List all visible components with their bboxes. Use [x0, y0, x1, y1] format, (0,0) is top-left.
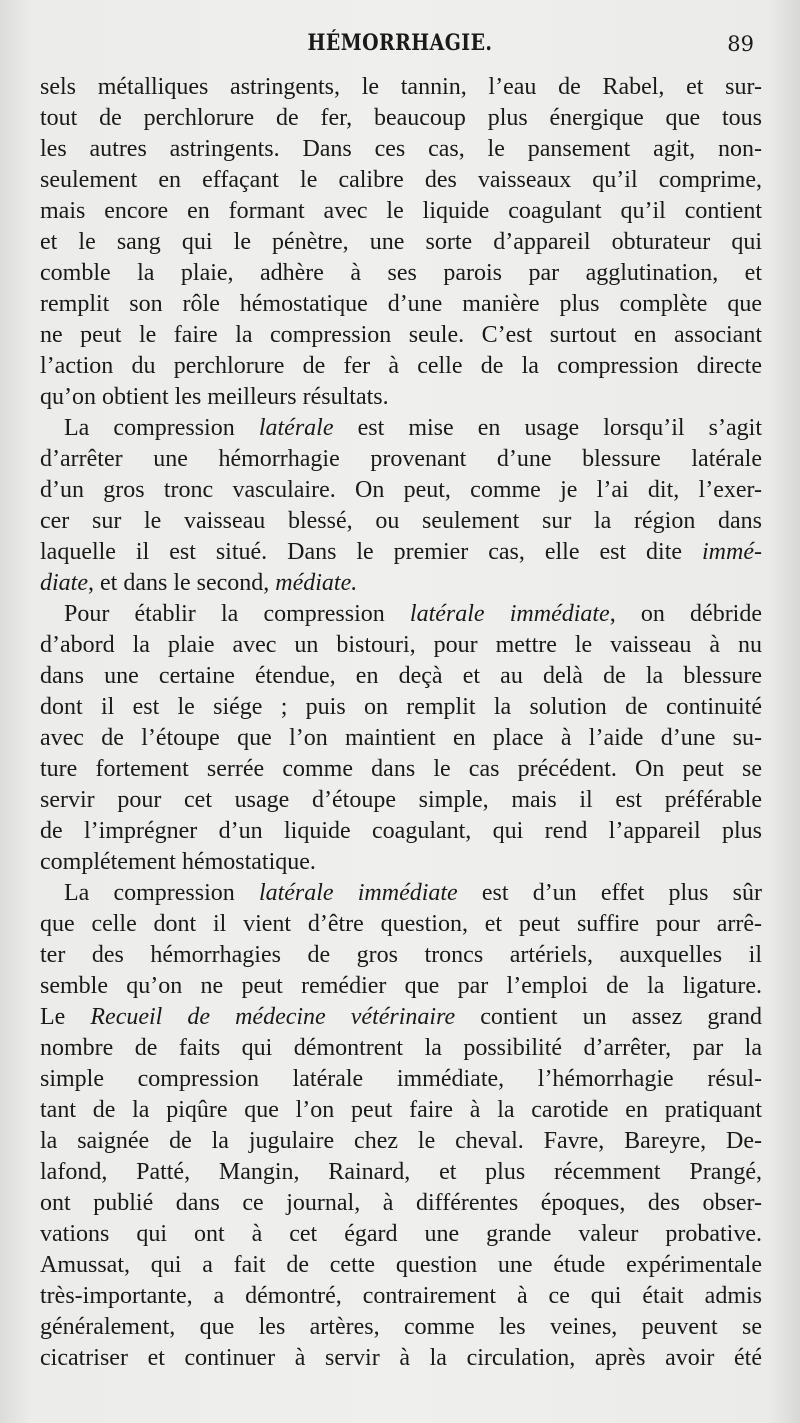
text-line [40, 1281, 762, 1312]
text-segment: ter des hémorrhagies de gros troncs artériels, auxquelles il [40, 942, 762, 968]
text-segment: comble la plaie, adhère à ses parois par agglutination, et [40, 260, 762, 286]
text-line [40, 816, 762, 847]
text-line [40, 1033, 762, 1064]
text-segment: est mise en usage lorsqu’il s’agit [333, 415, 763, 441]
text-line [40, 537, 762, 568]
text-segment: et le sang qui le pénètre, une sorte d’appareil obturateur qui [40, 229, 762, 255]
text-segment: servir pour cet usage d’étoupe simple, mais il est préférable [40, 787, 762, 813]
text-segment: d’arrêter une hémorrhagie provenant d’une blessure latérale [40, 446, 762, 472]
text-segment: est d’un effet plus sûr [457, 880, 763, 906]
text-line [40, 258, 762, 289]
text-line [40, 1343, 762, 1374]
italic-text: médiate. [275, 570, 358, 596]
text-segment: lafond, Patté, Mangin, Rainard, et plus récemment Prangé, [40, 1159, 762, 1185]
text-line [40, 382, 762, 413]
text-line [40, 1064, 762, 1095]
text-segment: La compression [64, 415, 259, 441]
text-segment: Le [40, 1004, 91, 1030]
text-line [40, 754, 762, 785]
text-line [40, 1157, 762, 1188]
text-segment: d’abord la plaie avec un bistouri, pour mettre le vaisseau à nu [40, 632, 762, 658]
text-segment: ne peut le faire la compression seule. C’est surtout en associant [40, 322, 762, 348]
text-segment: cer sur le vaisseau blessé, ou seulement sur la région dans [40, 508, 762, 534]
text-line [40, 785, 762, 816]
text-line [40, 723, 762, 754]
text-line [40, 1095, 762, 1126]
text-line [40, 1312, 762, 1343]
text-segment: avec de l’étoupe que l’on maintient en place à l’aide d’une su- [40, 725, 762, 751]
text-segment: très-importante, a démontré, contrairement à ce qui était admis [40, 1283, 762, 1309]
text-segment: ture fortement serrée comme dans le cas précédent. On peut se [40, 756, 762, 782]
italic-text: latérale [258, 415, 334, 441]
text-segment: l’action du perchlorure de fer à celle de la compression directe [40, 353, 762, 379]
text-segment: dans une certaine étendue, en deçà et au delà de la blessure [40, 663, 762, 689]
text-segment: nombre de faits qui démontrent la possibilité d’arrêter, par la [40, 1035, 762, 1061]
text-line [40, 568, 762, 599]
text-line [40, 1250, 762, 1281]
text-line [40, 630, 762, 661]
text-line [40, 103, 762, 134]
text-line [40, 413, 762, 444]
page-title: HÉMORRHAGIE. [307, 30, 493, 56]
text-line [40, 506, 762, 537]
italic-text: latérale immédiate [258, 880, 458, 906]
text-segment: , on débride [609, 601, 763, 627]
text-line [40, 351, 762, 382]
text-segment: dont il est le siége ; puis on remplit la solution de continuité [40, 694, 762, 720]
text-segment: La compression [64, 880, 259, 906]
page-number: 89 [727, 32, 754, 56]
text-segment: de l’imprégner d’un liquide coagulant, qui rend l’appareil plus [40, 818, 762, 844]
text-line [40, 134, 762, 165]
text-segment: sels métalliques astringents, le tannin, l’eau de Rabel, et sur- [40, 74, 762, 100]
text-line [40, 165, 762, 196]
text-segment: Amussat, qui a fait de cette question une étude expérimentale [40, 1252, 762, 1278]
text-segment: laquelle il est situé. Dans le premier cas, elle est dite [40, 539, 703, 565]
italic-text: immé- [702, 539, 762, 565]
text-line [40, 909, 762, 940]
text-segment: qu’on obtient les meilleurs résultats. [40, 384, 389, 410]
text-line [40, 599, 762, 630]
text-segment: les autres astringents. Dans ces cas, le pansement agit, non- [40, 136, 762, 162]
text-line [40, 475, 762, 506]
italic-text: diate [40, 570, 88, 596]
text-segment: cicatriser et continuer à servir à la circulation, après avoir été [40, 1345, 762, 1371]
text-line [40, 1188, 762, 1219]
text-segment: contient un assez grand [455, 1004, 762, 1030]
text-segment: seulement en effaçant le calibre des vaisseaux qu’il comprime, [40, 167, 762, 193]
text-segment: simple compression latérale immédiate, l’hémorrhagie résul- [40, 1066, 762, 1092]
text-segment: Pour établir la compression [64, 601, 410, 627]
text-segment: mais encore en formant avec le liquide coagulant qu’il contient [40, 198, 762, 224]
text-line [40, 289, 762, 320]
text-segment: généralement, que les artères, comme les veines, peuvent se [40, 1314, 762, 1340]
text-segment: semble qu’on ne peut remédier que par l’emploi de la ligature. [40, 973, 762, 999]
text-segment: tant de la piqûre que l’on peut faire à la carotide en pratiquant [40, 1097, 762, 1123]
text-segment: la saignée de la jugulaire chez le cheval. Favre, Bareyre, De- [40, 1128, 762, 1154]
text-line [40, 1126, 762, 1157]
text-line [40, 1002, 762, 1033]
italic-text: Recueil de médecine vétérinaire [90, 1004, 456, 1030]
text-line [40, 227, 762, 258]
body-text [40, 72, 762, 1374]
text-line [40, 940, 762, 971]
text-segment: ont publié dans ce journal, à différentes époques, des obser- [40, 1190, 762, 1216]
text-segment: complétement hémostatique. [40, 849, 316, 875]
text-line [40, 661, 762, 692]
running-header [0, 30, 800, 62]
text-segment: , et dans le second, [88, 570, 276, 596]
text-line [40, 692, 762, 723]
text-line [40, 444, 762, 475]
text-line [40, 1219, 762, 1250]
text-segment: vations qui ont à cet égard une grande valeur probative. [40, 1221, 762, 1247]
text-segment: d’un gros tronc vasculaire. On peut, comme je l’ai dit, l’exer- [40, 477, 762, 503]
text-line [40, 878, 762, 909]
text-line [40, 847, 762, 878]
text-segment: que celle dont il vient d’être question, et peut suffire pour arrê- [40, 911, 762, 937]
text-line [40, 971, 762, 1002]
text-line [40, 72, 762, 103]
text-line [40, 320, 762, 351]
text-line [40, 196, 762, 227]
text-segment: remplit son rôle hémostatique d’une manière plus complète que [40, 291, 762, 317]
italic-text: latérale immédiate [409, 601, 610, 627]
text-segment: tout de perchlorure de fer, beaucoup plus énergique que tous [40, 105, 762, 131]
